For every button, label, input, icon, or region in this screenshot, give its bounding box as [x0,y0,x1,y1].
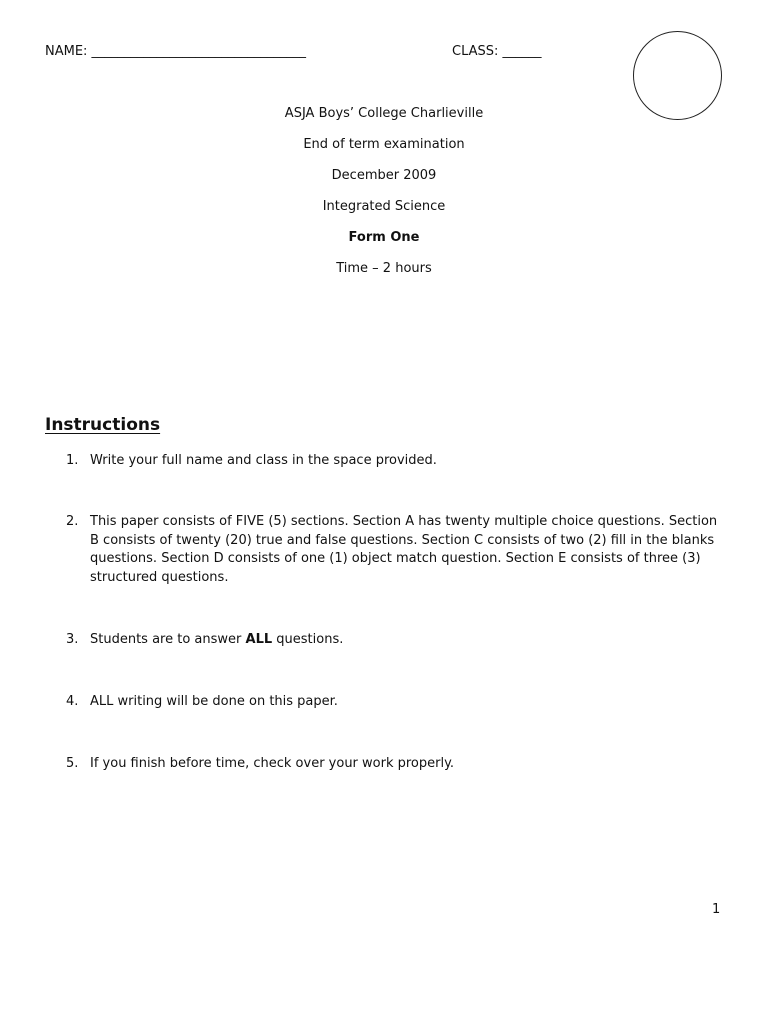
exam-date: December 2009 [331,168,437,183]
school-name: ASJA Boys’ College Charlieville [284,106,484,121]
instruction-number: 1. [66,453,79,468]
instruction-number: 4. [66,694,79,709]
instruction-text: Write your full name and class in the space provided. [90,453,437,468]
page-number: 1 [712,902,721,917]
subject-name: Integrated Science [322,199,446,214]
instruction-emphasis: ALL [245,632,273,647]
instruction-number: 3. [66,632,79,647]
class-field-label: CLASS: ______ [452,44,542,59]
instructions-heading: Instructions [45,415,161,435]
instruction-text: This paper consists of FIVE (5) sections. Section A has twenty multiple choice questions. Section B consists of twenty (20) true and false questions. Section C consists of two (2) fill in the blanks questions. Section D consists of one (1) object match question. Section E consists of three (3) structured questions. [90,514,718,585]
name-field-label: NAME: _________________________________ [45,44,307,59]
exam-title: End of term examination [303,137,465,152]
instruction-item [66,755,726,774]
form-level: Form One [348,230,420,245]
instruction-text [90,631,726,650]
instruction-item [66,631,726,650]
instruction-number: 5. [66,756,79,771]
instruction-text: ALL writing will be done on this paper. [90,694,338,709]
time-allowed: Time – 2 hours [336,261,432,276]
instruction-item [66,693,726,712]
instruction-item [66,452,726,471]
instruction-number: 2. [66,514,79,529]
instruction-text-start: Students are to answer [90,632,246,647]
instruction-item [66,513,726,587]
instruction-text: If you finish before time, check over your work properly. [90,756,455,771]
instruction-text-end: questions. [272,632,344,647]
